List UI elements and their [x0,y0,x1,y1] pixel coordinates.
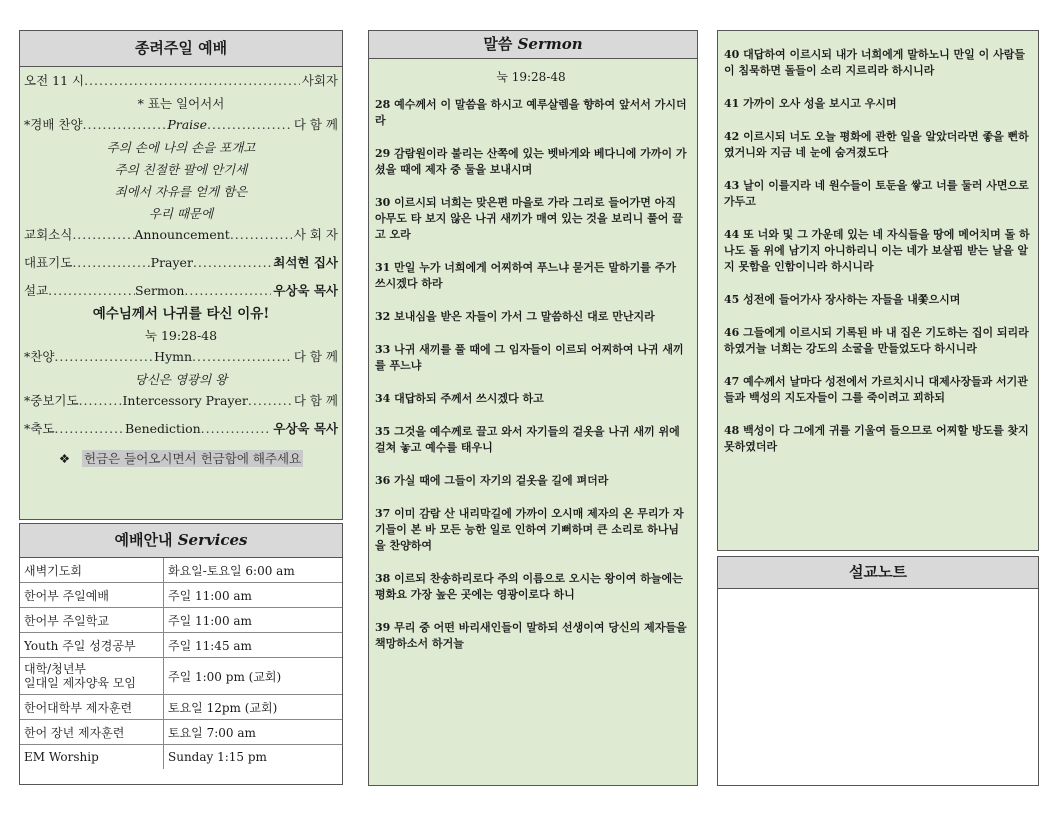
service-time: 토요일 7:00 am [164,720,343,745]
sermon-panel-title [369,31,697,59]
verse: 35 그것을 예수께로 끌고 와서 자기들의 겉옷을 나귀 새끼 위에 걸쳐 놓고 예수를 태우니 [375,425,680,454]
time-label: 오전 11 시 [24,73,85,88]
sermon-title-en: Sermon [517,35,583,53]
praise-en: Praise [167,117,207,132]
praise-leader: 다 함 께 [293,117,338,132]
service-time: 화요일-토요일 6:00 am [164,558,343,583]
offering-notice [24,449,338,467]
verse: 30 이르시되 너희는 맞은편 마을로 가라 그리로 들어가면 아직 아무도 타 보지 않은 나귀 새끼가 매여 있는 것을 보리니 풀어 끌고 오라 [375,196,683,241]
prayer-leader: 최석현 집사 [273,255,339,270]
verse: 33 나귀 새끼를 풀 때에 그 임자들이 이르되 어찌하여 나귀 새끼를 푸느냐 [375,343,684,372]
service-time: 주일 11:00 am [164,608,343,633]
verse: 39 무리 중 어떤 바리새인들이 말하되 선생이여 당신의 제자들을 책망하소서 하거늘 [375,621,687,650]
verse: 46 그들에게 이르시되 기록된 바 내 집은 기도하는 집이 되리라 하였거늘 너희는 강도의 소굴을 만들었도다 하시니라 [724,326,1029,355]
intercession-en: Intercessory Prayer [122,393,248,408]
table-row [20,608,342,633]
announce-en: Announcement [134,227,230,242]
service-name: EM Worship [20,745,164,770]
intercession-label: *중보기도 [24,393,79,408]
service-time: 주일 1:00 pm (교회) [164,658,343,695]
sermon-label: 설교 [24,283,49,298]
verse-list-continued [718,31,1038,455]
verse-list [369,69,697,652]
service-time: 주일 11:00 am [164,583,343,608]
worship-title: 종려주일 예배 [20,31,342,67]
verse: 48 백성이 다 그에게 귀를 기울여 들으므로 어찌할 방도를 찾지 못하였더라 [724,424,1029,453]
offering-notice-text: 헌금은 들어오시면서 헌금함에 해주세요 [83,451,302,466]
intercession-leader: 다 함 께 [293,393,339,408]
sermon-reference: 눅 19:28-48 [144,328,218,343]
worship-body [20,67,342,467]
sermon-preacher: 우상욱 목사 [273,283,339,298]
services-title-en: Services [177,531,248,549]
lyric-line: 주의 친절한 팔에 안기세 [114,162,248,177]
services-panel [19,523,343,785]
service-name: 한어 장년 제자훈련 [20,720,164,745]
services-table [20,558,342,769]
sermon-title: 예수님께서 나귀를 타신 이유! [92,306,270,322]
verse: 36 가실 때에 그들이 자기의 겉옷을 길에 펴더라 [375,474,609,487]
order-announce-row [24,225,338,247]
verse: 29 감람원이라 불리는 산쪽에 있는 벳바게와 베다니에 가까이 가셨을 때에 제자 중 둘을 보내시며 [375,147,687,176]
table-row [20,745,342,770]
verse: 34 대답하되 주께서 쓰시겠다 하고 [375,392,544,405]
verse: 31 만일 누가 너희에게 어찌하여 푸느냐 묻거든 말하기를 주가 쓰시겠다 하라 [375,261,676,290]
sermon-scripture-panel [368,30,698,786]
verse: 45 성전에 들어가사 장사하는 자들을 내쫓으시며 [724,293,961,306]
sermon-en: Sermon [135,283,185,298]
table-row [20,695,342,720]
table-row [20,633,342,658]
order-benediction-row [24,419,338,441]
benediction-en: Benediction [125,421,201,436]
verse: 41 가까이 오사 성을 보시고 우시며 [724,97,897,110]
verse: 40 대답하여 이르시되 내가 너희에게 말하노니 만일 이 사람들이 침묵하면 돌들이 소리 지르리라 하시니라 [724,48,1025,77]
verse: 37 이미 감람 산 내리막길에 가까이 오시매 제자의 온 무리가 자기들이 본 바 모든 능한 일로 인하여 기뻐하며 큰 소리로 하나님을 찬양하여 [375,507,684,552]
table-row [20,658,342,695]
service-name: 한어부 주일예배 [20,583,164,608]
hymn-leader: 다 함 께 [293,349,338,364]
services-title [20,524,342,558]
prayer-en: Prayer [150,255,193,270]
prayer-label: 대표기도 [24,255,73,270]
praise-label: *경배 찬양 [24,117,83,132]
sermon-notes-panel [717,556,1039,786]
stand-note: * 표는 일어서서 [137,96,225,111]
order-sermon-row [24,281,338,303]
service-name: 대학/청년부 일대일 제자양육 모임 [20,658,164,695]
sermon-notes-title: 설교노트 [718,557,1038,589]
benediction-label: *축도 [24,421,55,436]
order-hymn-row [24,347,338,369]
scripture-continued-panel [717,30,1039,551]
time-right: 사회자 [301,73,338,88]
service-name: 한어대학부 제자훈련 [20,695,164,720]
verse: 28 예수께서 이 말씀을 하시고 예루살렘을 향하여 앞서서 가시더라 [375,98,687,127]
verse: 47 예수께서 날마다 성전에서 가르치시니 대제사장들과 서기관들과 백성의 지도자들이 그를 죽이려고 꾀하되 [724,375,1028,404]
order-time-row [24,71,338,93]
worship-order-panel [19,30,343,520]
service-time: Sunday 1:15 pm [168,750,267,764]
verse: 32 보내심을 받은 자들이 가서 그 말씀하신 대로 만난지라 [375,310,655,323]
verse: 43 날이 이를지라 네 원수들이 토둔을 쌓고 너를 둘러 사면으로 가두고 [724,179,1029,208]
order-prayer-row [24,253,338,275]
lyric-line: 죄에서 자유를 얻게 함은 [114,184,248,199]
service-name: 새벽기도회 [20,558,164,583]
hymn-en: Hymn [154,349,193,364]
service-name: 한어부 주일학교 [20,608,164,633]
service-time: 토요일 12pm (교회) [164,695,343,720]
verse: 42 이르시되 너도 오늘 평화에 관한 일을 알았더라면 좋을 뻔하였거니와 지금 네 눈에 숨겨졌도다 [724,130,1029,159]
table-row [20,583,342,608]
announce-label: 교회소식 [24,227,73,242]
diamond-bullet-icon: ❖ [58,451,71,466]
table-row [20,720,342,745]
services-title-kr: 예배안내 [114,531,173,549]
table-row [20,558,342,583]
benediction-leader: 우상욱 목사 [273,421,338,436]
service-time: 주일 11:45 am [164,633,343,658]
verse: 38 이르되 찬송하리로다 주의 이름으로 오시는 왕이여 하늘에는 평화요 가장 높은 곳에는 영광이로다 하니 [375,572,683,601]
lyric-line: 우리 때문에 [148,206,214,221]
service-name: Youth 주일 성경공부 [20,633,164,658]
sermon-title-kr: 말씀 [483,35,513,53]
lyric-line: 주의 손에 나의 손을 포개고 [106,140,256,155]
hymn-label: *찬양 [24,349,55,364]
hymn-title: 당신은 영광의 왕 [134,372,228,387]
order-praise-row [24,115,338,137]
order-intercession-row [24,391,338,413]
announce-leader: 사 회 자 [293,227,339,242]
verse: 44 또 너와 및 그 가운데 있는 네 자식들을 땅에 메어치며 돌 하나도 돌 위에 남기지 아니하리니 이는 네가 보살핌 받는 날을 알지 못함을 인함이니라 하시니라 [724,228,1030,273]
scripture-reference: 눅 19:28-48 [496,70,566,84]
